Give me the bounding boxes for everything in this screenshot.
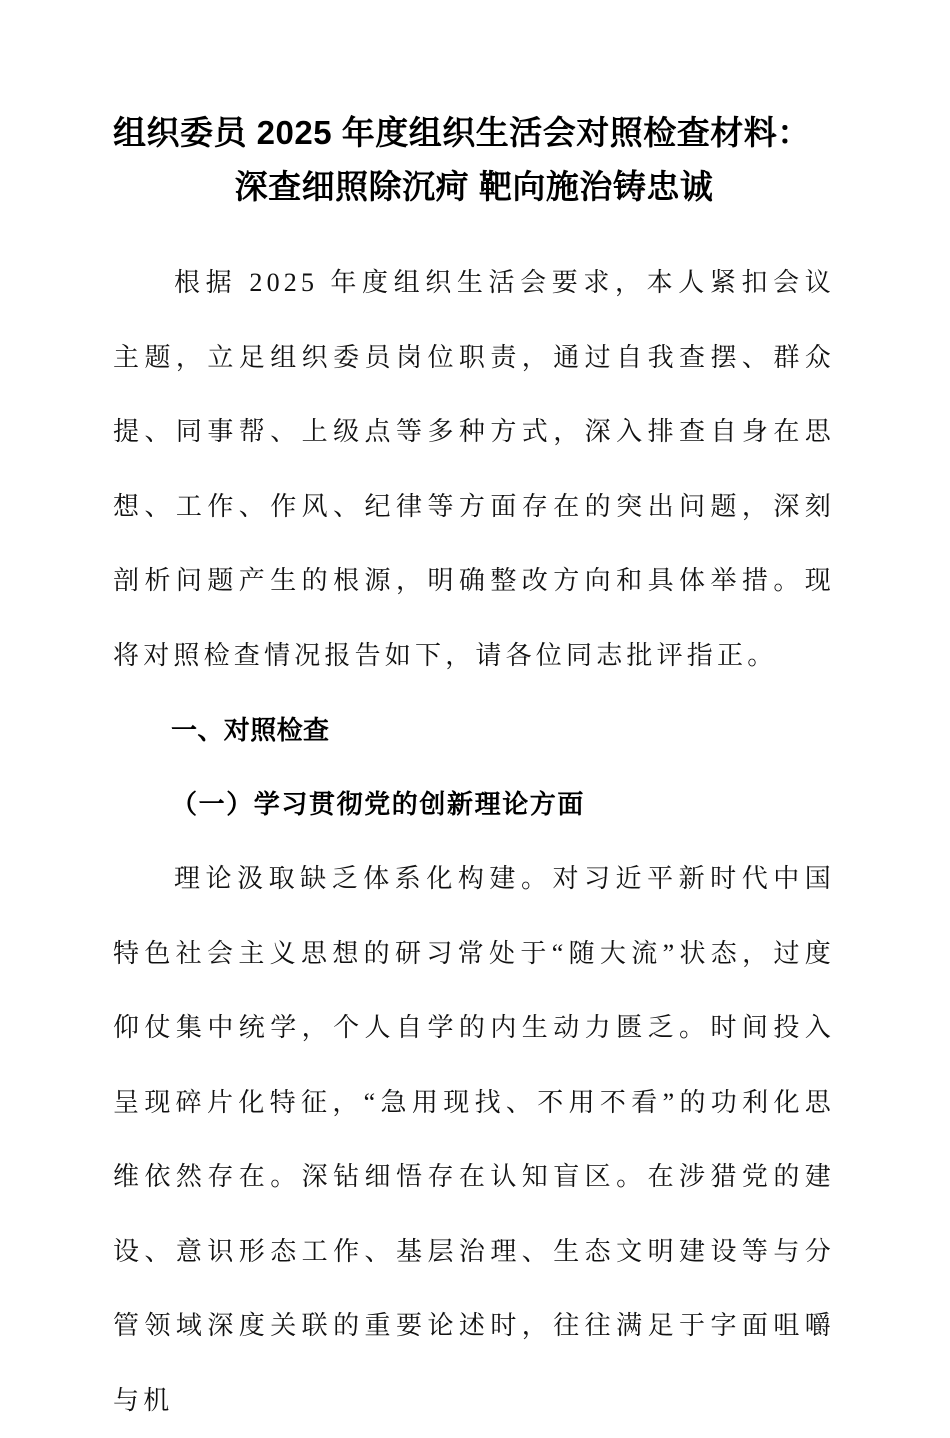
document-content-column [113, 0, 835, 1438]
title-body-spacer [113, 214, 835, 246]
section-heading-1: 一、对照检查 [171, 715, 330, 745]
page-title-line-2: 深查细照除沉疴 靶向施治铸忠诚 [234, 168, 714, 205]
page-title [113, 106, 835, 214]
page-title-line-1: 组织委员 2025 年度组织生活会对照检查材料： [113, 114, 811, 151]
intro-paragraph: 根据 2025 年度组织生活会要求，本人紧扣会议主题，立足组织委员岗位职责，通过自我查摆、群众提、同事帮、上级点等多种方式，深入排查自身在思想、工作、作风、纪律等方面存在的突出问题，深刻剖析问题产生的根源，明确整改方向和具体举措。现将对照检查情况报告如下，请各位同志批评指正。 [113, 268, 835, 670]
subsection-1-1-paragraph: 理论汲取缺乏体系化构建。对习近平新时代中国特色社会主义思想的研习常处于“随大流”状态，过度仰仗集中统学，个人自学的内生动力匮乏。时间投入呈现碎片化特征，“急用现找、不用不看”的功利化思维依然存在。深钻细悟存在认知盲区。在涉猎党的建设、意识形态工作、基层治理、生态文明建设等与分管领域深度关联的重要论述时，往往满足于字面咀嚼与机 [113, 864, 835, 1415]
title-block [113, 0, 835, 214]
subsection-heading-1-1: （一）学习贯彻党的创新理论方面 [171, 789, 586, 819]
